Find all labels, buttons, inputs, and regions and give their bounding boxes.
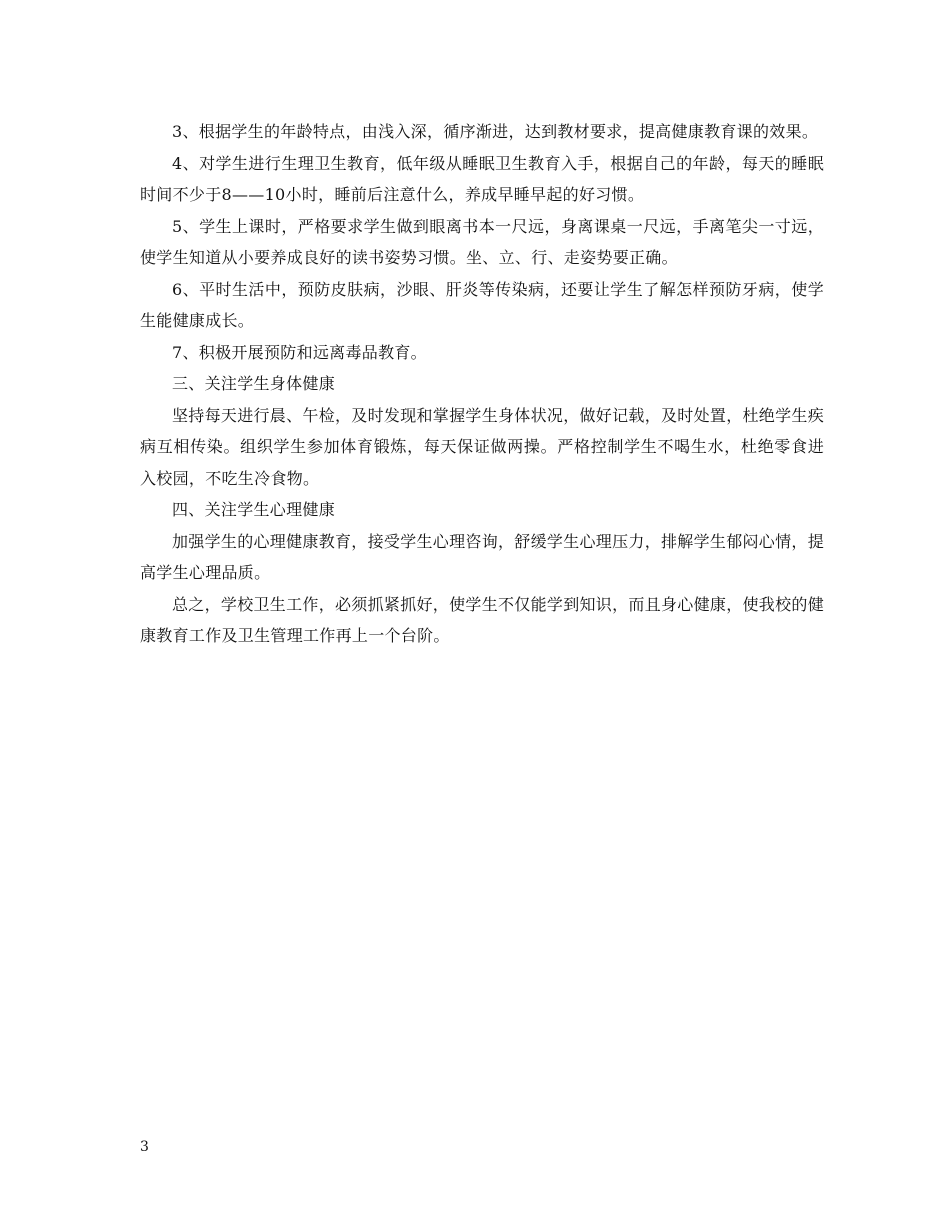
paragraph-item-6: 6、平时生活中，预防皮肤病，沙眼、肝炎等传染病，还要让学生了解怎样预防牙病，使学生能健康成长。 [140,279,824,330]
paragraph-item-4: 4、对学生进行生理卫生教育，低年级从睡眠卫生教育入手，根据自己的年龄，每天的睡眠时间不少于8——10小时，睡前后注意什么，养成早睡早起的好习惯。 [140,153,824,204]
paragraph-item-7: 7、积极开展预防和远离毒品教育。 [172,342,427,362]
paragraph-conclusion: 总之，学校卫生工作，必须抓紧抓好，使学生不仅能学到知识，而且身心健康，使我校的健康教育工作及卫生管理工作再上一个台阶。 [140,594,825,645]
section-heading-physical-health: 三、关注学生身体健康 [172,374,336,393]
paragraph-mental-health: 加强学生的心理健康教育，接受学生心理咨询，舒缓学生心理压力，排解学生郁闷心情，提高学生心理品质。 [140,531,825,582]
paragraph-item-3: 3、根据学生的年龄特点，由浅入深，循序渐进，达到教材要求，提高健康教育课的效果。 [172,122,819,141]
paragraph-physical-health: 坚持每天进行晨、午检，及时发现和掌握学生身体状况，做好记载，及时处置，杜绝学生疾病互相传染。组织学生参加体育锻炼，每天保证做两操。严格控制学生不喝生水，杜绝零食进入校园，不吃生冷食物。 [140,405,825,488]
paragraph-item-5: 5、学生上课时，严格要求学生做到眼离书本一尺远，身离课桌一尺远，手离笔尖一寸远，使学生知道从小要养成良好的读书姿势习惯。坐、立、行、走姿势要正确。 [140,216,824,267]
page-number: 3 [140,1139,149,1155]
document-body [140,116,824,652]
section-heading-mental-health: 四、关注学生心理健康 [172,500,336,519]
